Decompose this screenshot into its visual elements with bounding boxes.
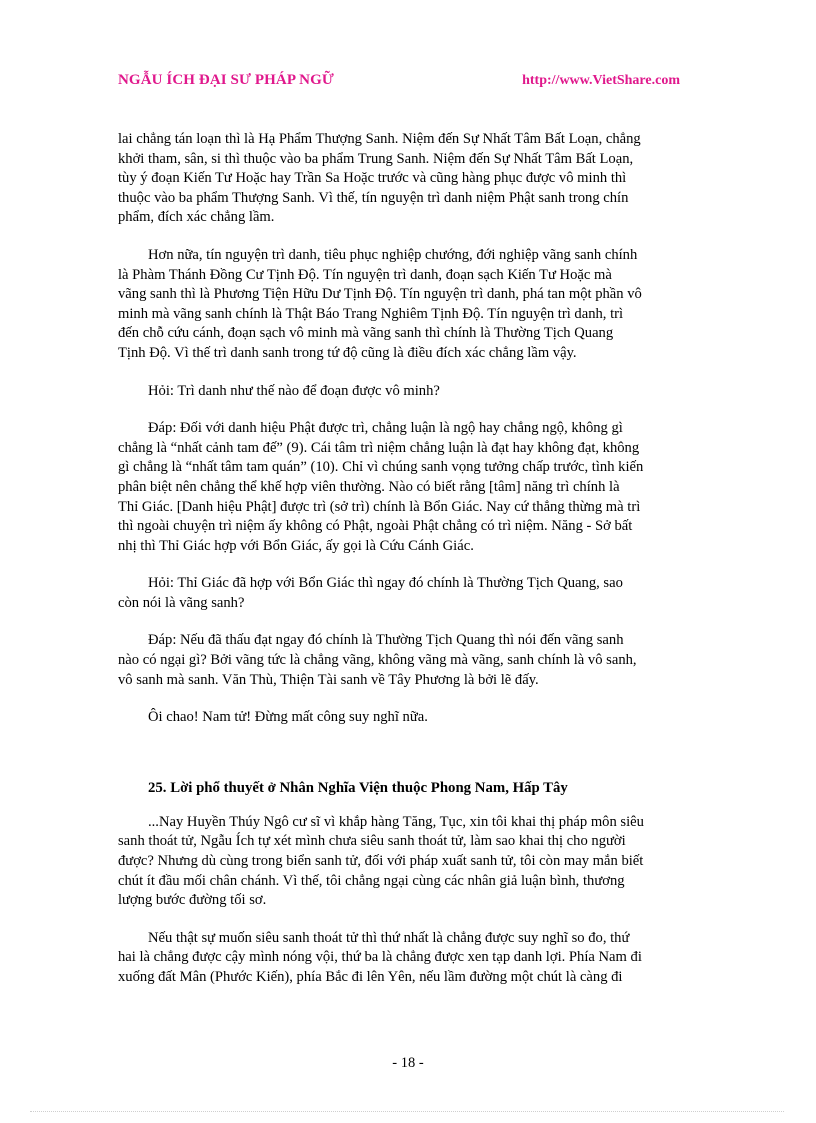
paragraph xyxy=(118,246,698,364)
text-line: còn nói là vãng sanh? xyxy=(118,594,245,611)
text-line: minh mà vãng sanh chính là Thật Báo Trang Nghiêm Tịnh Độ. Tín nguyện trì danh, trì xyxy=(118,305,624,322)
paragraph xyxy=(118,130,698,228)
paragraph-group xyxy=(118,130,698,728)
text-line: Hỏi: Trì danh như thế nào để đoạn được vô minh? xyxy=(148,382,440,399)
text-line: Tịnh Độ. Vì thế trì danh sanh trong tứ độ cũng là điều đích xác chẳng lầm vậy. xyxy=(118,344,577,361)
paragraph xyxy=(118,419,698,556)
text-line: gì chẳng là “nhất tâm tam quán” (10). Chỉ vì chúng sanh vọng tưởng chấp trước, tình kiến xyxy=(118,459,644,476)
text-line: Đáp: Đối với danh hiệu Phật được trì, chẳng luận là ngộ hay chẳng ngộ, không gì xyxy=(148,420,623,437)
text-line: thì ngoài chuyện trì niệm ấy không có Phật, ngoài Phật chẳng có trì niệm. Năng - Sở bất xyxy=(118,518,633,535)
text-line: nhị thì Thỉ Giác hợp với Bổn Giác, ấy gọi là Cứu Cánh Giác. xyxy=(118,537,474,554)
text-line: là Phàm Thánh Đồng Cư Tịnh Độ. Tín nguyện trì danh, đoạn sạch Kiến Tư Hoặc mà xyxy=(118,266,612,283)
text-line: phân biệt nên chẳng thể khế hợp viên thường. Nào có biết rằng [tâm] năng trì chính là xyxy=(118,478,620,495)
page-bottom-border xyxy=(30,1111,784,1112)
text-line: nào có ngại gì? Bởi vãng tức là chẳng vãng, không vãng mà vãng, sanh chính là vô sanh, xyxy=(118,652,637,669)
text-line: chút ít đầu mối chân chánh. Vì thế, tôi chẳng ngại cùng các nhân giả luận bình, thương xyxy=(118,872,625,889)
text-line: tùy ý đoạn Kiến Tư Hoặc hay Trần Sa Hoặc trước và cũng hàng phục được vô minh thì xyxy=(118,170,627,187)
document-body xyxy=(118,130,698,1006)
paragraph xyxy=(118,631,698,690)
text-line: Ôi chao! Nam tử! Đừng mất công suy nghĩ nữa. xyxy=(148,709,428,726)
page-number: - 18 - xyxy=(392,1055,424,1071)
text-line: sanh thoát tử, Ngẫu Ích tự xét mình chưa siêu sanh thoát tử, làm sao khai thị cho người xyxy=(118,833,626,850)
header-url[interactable]: http://www.VietShare.com xyxy=(522,73,680,88)
text-line: Thỉ Giác. [Danh hiệu Phật] được trì (sở trì) chính là Bổn Giác. Nay cứ thẳng thừng mà trì xyxy=(118,498,641,515)
section-heading: 25. Lời phổ thuyết ở Nhân Nghĩa Viện thuộc Phong Nam, Hấp Tây xyxy=(148,779,568,796)
text-line: hai là chẳng được cậy mình nóng vội, thứ ba là chẳng được xen tạp danh lợi. Phía Nam đi xyxy=(118,949,642,966)
text-line: vô sanh mà sanh. Văn Thù, Thiện Tài sanh về Tây Phương là bởi lẽ đấy. xyxy=(118,671,539,688)
text-line: Hỏi: Thỉ Giác đã hợp với Bổn Giác thì ngay đó chính là Thường Tịch Quang, sao xyxy=(148,575,623,592)
text-line: thuộc vào ba phẩm Thượng Sanh. Vì thế, tín nguyện trì danh niệm Phật sanh trong chín xyxy=(118,189,629,206)
text-line: lượng bước đường tối sơ. xyxy=(118,892,267,909)
text-line: phẩm, đích xác chẳng lầm. xyxy=(118,209,275,226)
paragraph xyxy=(118,382,698,402)
text-line: ...Nay Huyền Thúy Ngô cư sĩ vì khắp hàng Tăng, Tục, xin tôi khai thị pháp môn siêu xyxy=(148,813,644,830)
text-line: chẳng là “nhất cảnh tam đế” (9). Cái tâm trì niệm chẳng luận là đạt hay không đạt, không xyxy=(118,439,640,456)
text-line: lai chẳng tán loạn thì là Hạ Phẩm Thượng Sanh. Niệm đến Sự Nhất Tâm Bất Loạn, chẳng xyxy=(118,131,641,147)
text-line: xuống đất Mân (Phước Kiến), phía Bắc đi lên Yên, nếu lầm đường một chút là càng đi xyxy=(118,969,623,985)
section-paragraph-group xyxy=(118,813,698,988)
paragraph xyxy=(118,813,698,911)
text-line: Hơn nữa, tín nguyện trì danh, tiêu phục nghiệp chướng, đới nghiệp vãng sanh chính xyxy=(148,246,638,263)
text-line: vãng sanh thì là Phương Tiện Hữu Dư Tịnh Độ. Tín nguyện trì danh, phá tan một phần vô xyxy=(118,286,642,303)
header-title: NGẪU ÍCH ĐẠI SƯ PHÁP NGỮ xyxy=(118,72,334,88)
text-line: đến chỗ cứu cánh, đoạn sạch vô minh mà vãng sanh thì chính là Thường Tịch Quang xyxy=(118,325,614,342)
paragraph xyxy=(118,574,698,613)
text-line: Đáp: Nếu đã thấu đạt ngay đó chính là Thường Tịch Quang thì nói đến vãng sanh xyxy=(148,632,624,649)
paragraph xyxy=(118,708,698,728)
paragraph xyxy=(118,929,698,988)
text-line: Nếu thật sự muốn siêu sanh thoát tử thì thứ nhất là chẳng được suy nghĩ so đo, thứ xyxy=(148,929,630,946)
text-line: khởi tham, sân, si thì thuộc vào ba phẩm Trung Sanh. Niệm đến Sự Nhất Tâm Bất Loạn, xyxy=(118,150,634,167)
page-header xyxy=(118,72,680,94)
text-line: được? Nhưng dù cùng trong biển sanh tử, đối với pháp xuất sanh tử, tôi còn may mắn biết xyxy=(118,853,644,870)
